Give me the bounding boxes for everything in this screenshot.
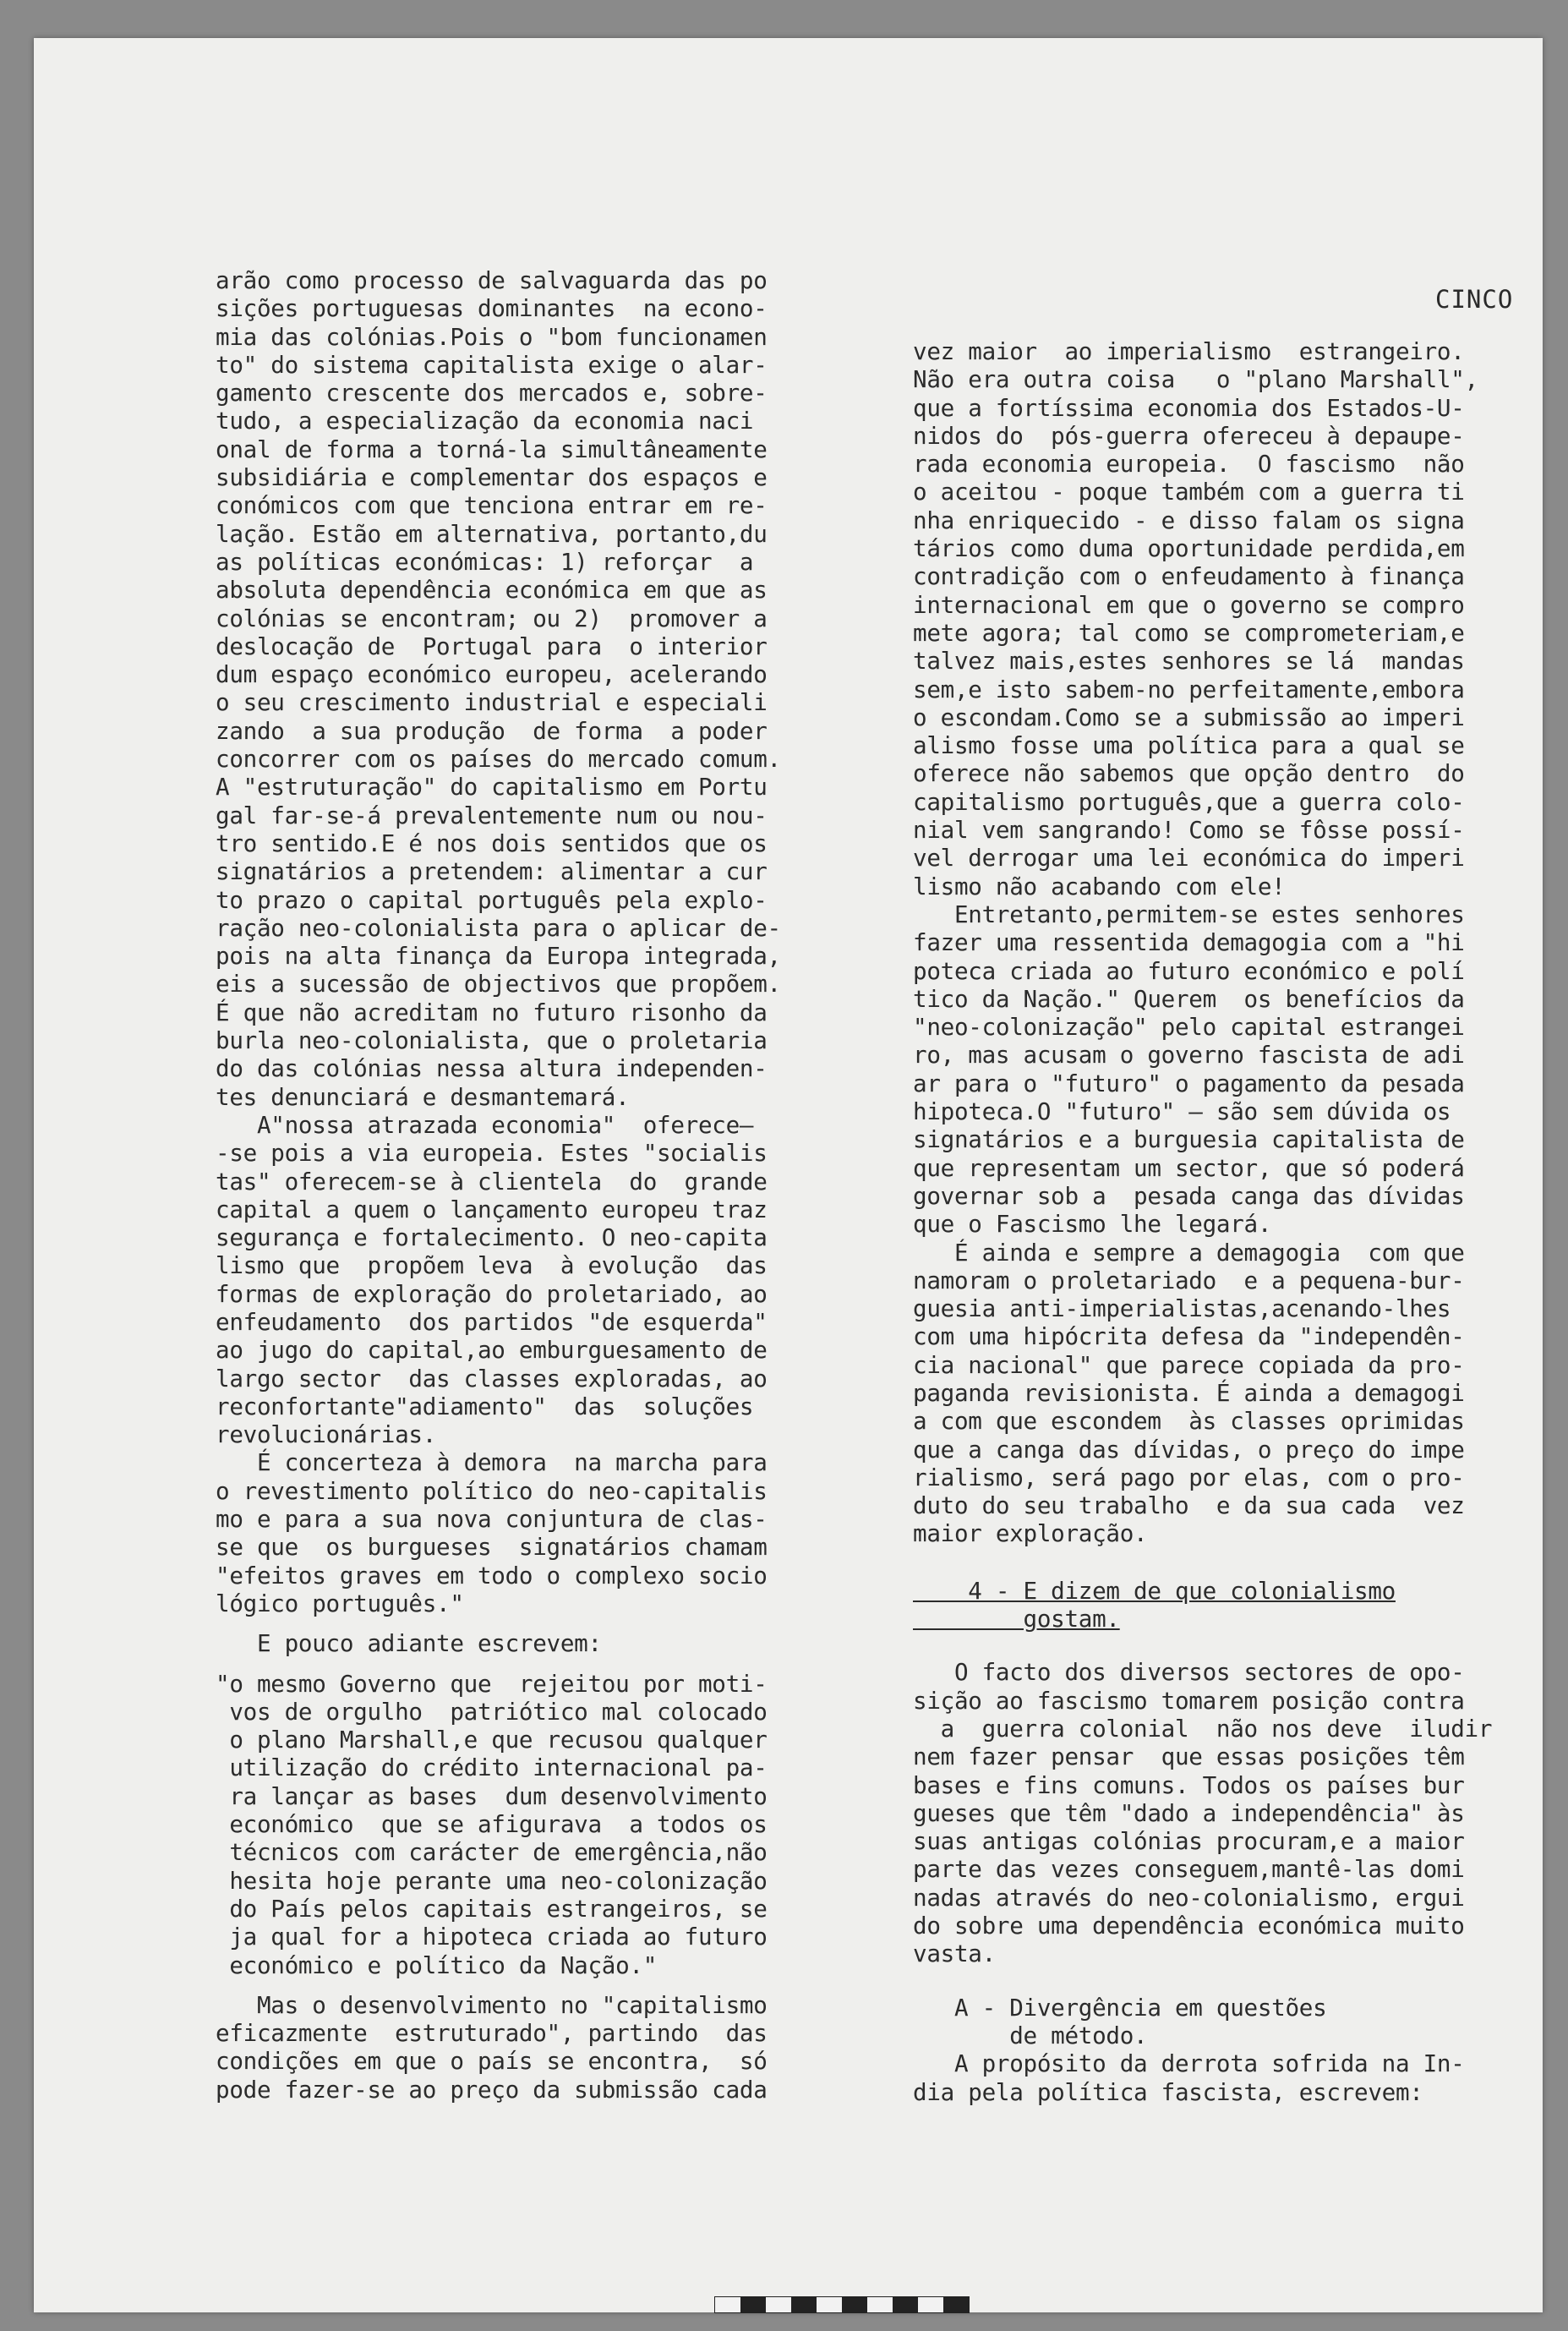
- text-line: sições portuguesas dominantes na econo-: [216, 294, 768, 323]
- lead-in-line: E pouco adiante escrevem:: [216, 1629, 602, 1658]
- text-line: paganda revisionista. É ainda a demagogi: [913, 1378, 1465, 1407]
- text-line: signatários a pretendem: alimentar a cur: [216, 857, 768, 886]
- subheading-line: de método.: [913, 2021, 1148, 2049]
- text-line: contradição com o enfeudamento à finança: [913, 562, 1465, 591]
- text-line: subsidiária e complementar dos espaços e: [216, 463, 768, 492]
- text-line: guesia anti-imperialistas,acenando-lhes: [913, 1294, 1451, 1323]
- text-line: arão como processo de salvaguarda das po: [216, 266, 768, 294]
- text-line: signatários e a burguesia capitalista de: [913, 1125, 1465, 1154]
- text-line: gamento crescente dos mercados e, sobre-: [216, 379, 768, 408]
- text-line: eficazmente estruturado", partindo das: [216, 2019, 768, 2048]
- text-line: talvez mais,estes senhores se lá mandas: [913, 647, 1465, 676]
- text-line: cia nacional" que parece copiada da pro-: [913, 1350, 1465, 1379]
- text-line: vel derrogar uma lei económica do imperi: [913, 844, 1465, 873]
- text-line: condições em que o país se encontra, só: [216, 2047, 768, 2076]
- text-line: "neo-colonização" pelo capital estrangei: [913, 1013, 1465, 1042]
- text-line: ro, mas acusam o governo fascista de adi: [913, 1041, 1465, 1070]
- text-line: onal de forma a torná-la simultâneamente: [216, 435, 768, 463]
- text-line: oferece não sabemos que opção dentro do: [913, 759, 1465, 788]
- text-line: poteca criada ao futuro económico e polí: [913, 956, 1465, 985]
- text-line: lismo que propõem leva à evolução das: [216, 1251, 768, 1280]
- text-line: enfeudamento dos partidos "de esquerda": [216, 1307, 768, 1336]
- text-line: "efeitos graves em todo o complexo socio: [216, 1561, 768, 1590]
- text-line: A"nossa atrazada economia" oferece—: [216, 1110, 754, 1139]
- text-line: que a fortíssima economia dos Estados-U-: [913, 393, 1465, 422]
- text-line: pode fazer-se ao preço da submissão cada: [216, 2075, 768, 2104]
- text-line: to" do sistema capitalista exige o alar-: [216, 350, 768, 379]
- text-line: suas antigas colónias procuram,e a maior: [913, 1827, 1465, 1856]
- text-line: bases e fins comuns. Todos os países bur: [913, 1770, 1465, 1799]
- text-line: lismo não acabando com ele!: [913, 872, 1286, 900]
- quote-line: hesita hoje perante uma neo-colonização: [216, 1866, 768, 1895]
- text-line: que representam um sector, que só poderá: [913, 1153, 1465, 1182]
- text-line: vez maior ao imperialismo estrangeiro.: [913, 337, 1465, 365]
- text-line: tro sentido.E é nos dois sentidos que os: [216, 829, 768, 857]
- text-line: fazer uma ressentida demagogia com a "hi: [913, 928, 1465, 957]
- text-line: ao jugo do capital,ao emburguesamento de: [216, 1336, 768, 1365]
- text-line: formas de exploração do proletariado, ao: [216, 1279, 768, 1308]
- text-line: o revestimento político do neo-capitalis: [216, 1476, 768, 1505]
- text-line: Não era outra coisa o "plano Marshall",: [913, 365, 1478, 394]
- quote-block: [216, 1670, 824, 1979]
- text-line: capital a quem o lançamento europeu traz: [216, 1195, 768, 1223]
- text-line: lação. Estão em alternativa, portanto,du: [216, 519, 768, 548]
- text-line: conómicos com que tenciona entrar em re-: [216, 491, 768, 520]
- text-line: que a canga das dívidas, o preço do impe: [913, 1435, 1465, 1464]
- text-line: se que os burgueses signatários chamam: [216, 1533, 768, 1562]
- paragraph: [913, 1658, 1522, 1967]
- text-line: largo sector das classes exploradas, ao: [216, 1364, 768, 1393]
- text-line: burla neo-colonialista, que o proletaria: [216, 1026, 768, 1055]
- text-line: Entretanto,permitem-se estes senhores: [913, 900, 1465, 928]
- text-line: pois na alta finança da Europa integrada,: [216, 942, 781, 971]
- quote-line: ra lançar as bases dum desenvolvimento: [216, 1781, 768, 1810]
- text-line: zando a sua produção de forma a poder: [216, 716, 768, 745]
- text-line: absoluta dependência económica em que as: [216, 576, 768, 605]
- text-line: que o Fascismo lhe legará.: [913, 1210, 1272, 1239]
- quote-line: técnicos com carácter de emergência,não: [216, 1838, 768, 1867]
- quote-line: económico que se afigurava a todos os: [216, 1810, 768, 1839]
- text-line: parte das vezes conseguem,mantê-las domi: [913, 1855, 1465, 1884]
- text-line: nem fazer pensar que essas posições têm: [913, 1743, 1465, 1771]
- text-line: nidos do pós-guerra ofereceu à depaupe-: [913, 421, 1465, 450]
- left-body: [216, 266, 824, 1617]
- right-column: [913, 337, 1522, 2106]
- text-line: namoram o proletariado e a pequena-bur-: [913, 1266, 1465, 1294]
- text-line: gueses que têm "dado a independência" às: [913, 1798, 1465, 1827]
- text-line: concorrer com os países do mercado comum.: [216, 745, 781, 774]
- text-line: tudo, a especialização da economia naci: [216, 407, 754, 435]
- text-line: A "estruturação" do capitalismo em Portu: [216, 773, 768, 802]
- text-line: as políticas económicas: 1) reforçar a: [216, 547, 754, 576]
- heading-line: gostam.: [913, 1605, 1120, 1633]
- measurement-scale: [714, 2296, 970, 2313]
- text-line: ar para o "futuro" o pagamento da pesada: [913, 1069, 1465, 1097]
- text-line: maior exploração.: [913, 1519, 1148, 1548]
- text-line: ração neo-colonialista para o aplicar de-: [216, 913, 781, 942]
- text-line: dia pela política fascista, escrevem:: [913, 2077, 1423, 2106]
- text-line: revolucionárias.: [216, 1420, 437, 1449]
- text-line: nha enriquecido - e disso falam os signa: [913, 506, 1465, 534]
- text-line: eis a sucessão de objectivos que propõem.: [216, 970, 781, 999]
- text-line: É concerteza à demora na marcha para: [216, 1448, 768, 1477]
- quote-line: o plano Marshall,e que recusou qualquer: [216, 1726, 768, 1754]
- text-line: mete agora; tal como se comprometeriam,e: [913, 618, 1465, 647]
- right-body: [913, 337, 1522, 1548]
- text-line: reconfortante"adiamento" das soluções: [216, 1392, 754, 1420]
- text-line: alismo fosse uma política para a qual se: [913, 731, 1465, 760]
- quote-line: ja qual for a hipoteca criada ao futuro: [216, 1923, 768, 1951]
- text-line: É ainda e sempre a demagogia com que: [913, 1238, 1465, 1267]
- paper-sheet: [34, 38, 1543, 2312]
- text-line: tico da Nação." Querem os benefícios da: [913, 984, 1465, 1013]
- text-line: deslocação de Portugal para o interior: [216, 632, 768, 660]
- text-line: o aceitou - poque também com a guerra ti: [913, 478, 1465, 506]
- text-line: mia das colónias.Pois o "bom funcionamen: [216, 322, 768, 351]
- paragraph: [913, 2049, 1522, 2106]
- text-line: tas" oferecem-se à clientela do grande: [216, 1167, 768, 1196]
- text-line: nadas através do neo-colonialismo, ergui: [913, 1883, 1465, 1912]
- text-line: do das colónias nessa altura independen-: [216, 1054, 768, 1083]
- text-line: segurança e fortalecimento. O neo-capita: [216, 1223, 768, 1252]
- heading-line: 4 - E dizem de que colonialismo: [913, 1576, 1396, 1605]
- text-line: internacional em que o governo se compro: [913, 590, 1465, 619]
- text-line: com uma hipócrita defesa da "independên-: [913, 1322, 1465, 1351]
- text-line: hipoteca.O "futuro" — são sem dúvida os: [913, 1097, 1451, 1126]
- text-line: nial vem sangrando! Como se fôsse possí-: [913, 816, 1465, 845]
- text-line: a com que escondem às classes oprimidas: [913, 1407, 1465, 1436]
- text-line: A propósito da derrota sofrida na In-: [913, 2049, 1465, 2078]
- text-line: duto do seu trabalho e da sua cada vez: [913, 1491, 1465, 1520]
- section-heading: [913, 1577, 1522, 1633]
- text-line: gal far-se-á prevalentemente num ou nou-: [216, 801, 768, 829]
- text-line: dum espaço económico europeu, acelerando: [216, 660, 768, 689]
- text-line: governar sob a pesada canga das dívidas: [913, 1181, 1465, 1210]
- text-line: tários como duma oportunidade perdida,em: [913, 534, 1465, 563]
- left-column: [216, 266, 824, 2104]
- text-line: É que não acreditam no futuro risonho da: [216, 998, 768, 1026]
- quote-line: "o mesmo Governo que rejeitou por moti-: [216, 1669, 768, 1698]
- text-line: o escondam.Como se a submissão ao imperi: [913, 703, 1465, 731]
- text-line: rialismo, será pago por elas, com o pro-: [913, 1463, 1465, 1491]
- text-line: tes denunciará e desmantemará.: [216, 1082, 630, 1111]
- quote-line: do País pelos capitais estrangeiros, se: [216, 1894, 768, 1923]
- text-line: a guerra colonial não nos deve iludir: [913, 1714, 1493, 1743]
- closing-paragraph: [216, 1991, 824, 2104]
- quote-line: utilização do crédito internacional pa-: [216, 1754, 768, 1782]
- text-line: colónias se encontram; ou 2) promover a: [216, 604, 768, 632]
- text-line: vasta.: [913, 1940, 996, 1968]
- text-line: O facto dos diversos sectores de opo-: [913, 1658, 1465, 1687]
- text-line: capitalismo português,que a guerra colo-: [913, 787, 1465, 816]
- text-line: rada economia europeia. O fascismo não: [913, 450, 1465, 479]
- text-line: to prazo o capital português pela explo-: [216, 885, 768, 914]
- text-line: sem,e isto sabem-no perfeitamente,embora: [913, 675, 1465, 703]
- text-line: sição ao fascismo tomarem posição contra: [913, 1686, 1465, 1715]
- text-line: mo e para a sua nova conjuntura de clas-: [216, 1505, 768, 1534]
- text-line: Mas o desenvolvimento no "capitalismo: [216, 1990, 768, 2019]
- quote-line: vos de orgulho patriótico mal colocado: [216, 1697, 768, 1726]
- quote-line: económico e político da Nação.": [216, 1951, 658, 1979]
- text-line: o seu crescimento industrial e especiali: [216, 688, 768, 717]
- subheading-line: A - Divergência em questões: [913, 1993, 1327, 2022]
- text-line: lógico português.": [216, 1589, 464, 1617]
- text-line: do sobre uma dependência económica muito: [913, 1912, 1465, 1940]
- subheading: [913, 1994, 1522, 2050]
- text-line: -se pois a via europeia. Estes "socialis: [216, 1139, 768, 1168]
- page-label: CINCO: [1435, 285, 1514, 314]
